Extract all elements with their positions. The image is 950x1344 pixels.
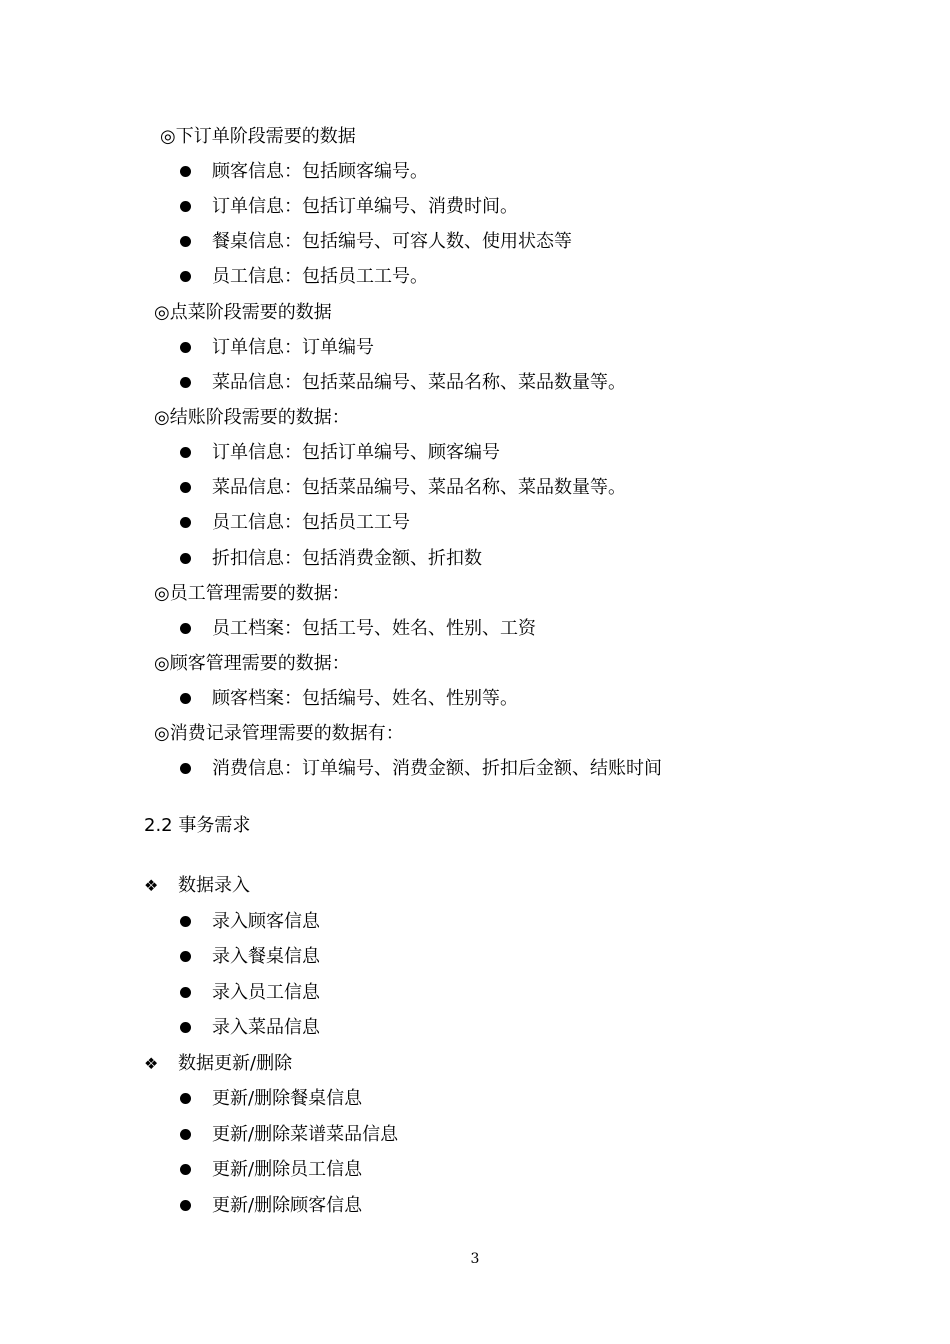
bullet-icon bbox=[180, 1022, 191, 1033]
bullet-icon bbox=[180, 166, 191, 177]
bullet-icon bbox=[180, 482, 191, 493]
bullet-icon bbox=[180, 201, 191, 212]
bullet-icon bbox=[180, 342, 191, 353]
page-number: 3 bbox=[470, 1251, 480, 1267]
bullet-icon bbox=[180, 377, 191, 388]
bullet-icon bbox=[180, 693, 191, 704]
bullet-icon bbox=[180, 271, 191, 282]
group-heading-order-stage: ◎下订单阶段需要的数据 bbox=[160, 126, 356, 147]
bullet-icon bbox=[180, 1093, 191, 1104]
bullet-icon bbox=[180, 916, 191, 927]
bullet-icon bbox=[180, 517, 191, 528]
bullet-icon bbox=[180, 1129, 191, 1140]
diamond-bullet-icon: ❖ bbox=[144, 876, 159, 895]
bullet-icon bbox=[180, 447, 191, 458]
bullet-icon bbox=[180, 236, 191, 247]
document-page: ◎下订单阶段需要的数据 顾客信息：包括顾客编号。 订单信息：包括订单编号、消费时间。 餐桌信息：包括编号、可容人数、使用状态等 员工信息：包括员工工号。 ◎点菜阶段需要的数据 订单信息：订单编号 菜品信息：包括菜品编号、菜品名称、菜品数量等。 ◎结账阶段需要的数据： 订单信息：包括订单编号、顾客编号 菜品信息：包括菜品编号、菜品名称、菜品数量等。 员工信息：包括员工工号 折扣信息：包括消费金额、折扣数 ◎员工管理需要的数据： 员工档案：包括工号、姓名、性别、工资 ◎顾客管理需要的数据： 顾客档案：包括编号、姓名、性别等。 ◎消费记录管理需要的数据有： 消费信息：订单编号、消费金额、折扣后金额、结账时间 2.2 事务需求 ❖ 数据录入 录入顾客信息 录入餐桌信息 录入员工信息 录入菜品信息 ❖ 数据更新/删除 更新/删除餐桌信息 更新/删除菜谱菜品信息 更新/删除员工信息 更新/删除顾客信息 3 bbox=[0, 0, 950, 1344]
bullet-icon bbox=[180, 763, 191, 774]
section-title: 2.2 事务需求 bbox=[144, 815, 251, 836]
group-heading-customer-management: ◎顾客管理需要的数据： bbox=[154, 653, 350, 674]
bullet-icon bbox=[180, 1164, 191, 1175]
bullet-icon bbox=[180, 1200, 191, 1211]
bullet-icon bbox=[180, 623, 191, 634]
diamond-bullet-icon: ❖ bbox=[144, 1054, 159, 1073]
group-heading-consumption-records: ◎消费记录管理需要的数据有： bbox=[154, 723, 404, 744]
group-heading-checkout: ◎结账阶段需要的数据： bbox=[154, 407, 350, 428]
bullet-icon bbox=[180, 553, 191, 564]
group-heading-staff-management: ◎员工管理需要的数据： bbox=[154, 583, 350, 604]
bullet-icon bbox=[180, 987, 191, 998]
group-heading-ordering-dishes: ◎点菜阶段需要的数据 bbox=[154, 302, 332, 323]
bullet-icon bbox=[180, 951, 191, 962]
